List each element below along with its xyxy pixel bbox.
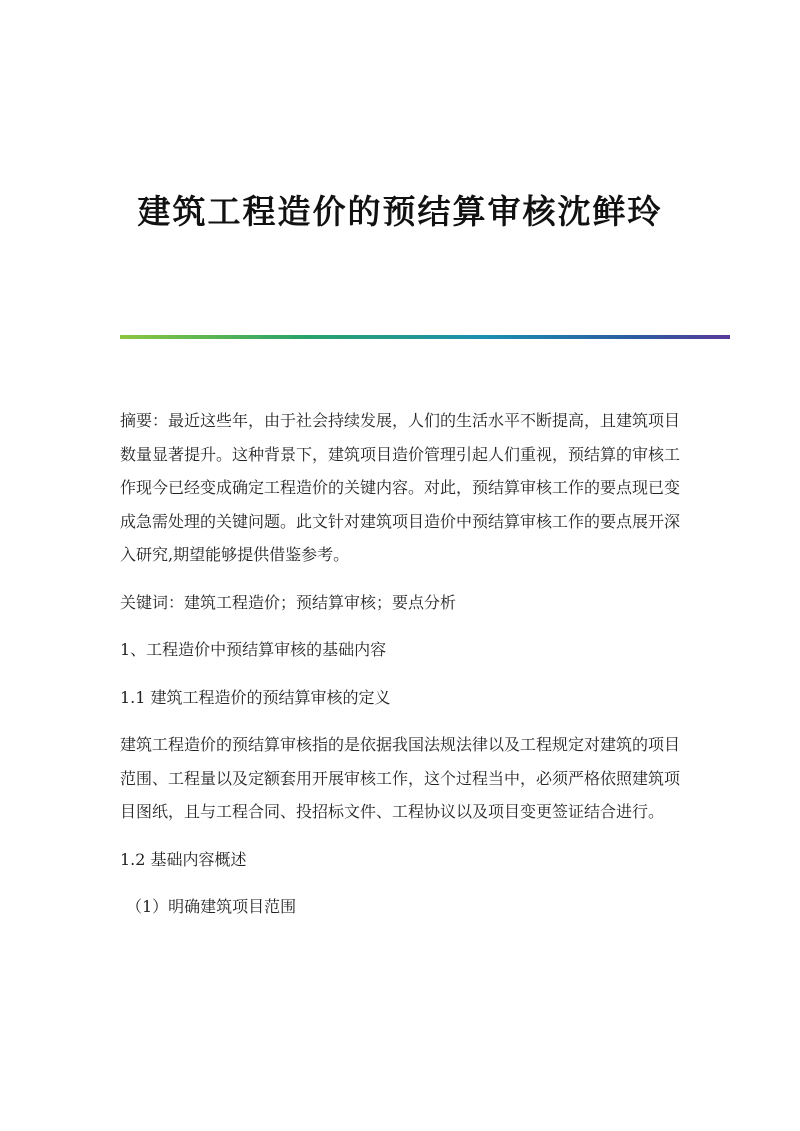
abstract-paragraph: 摘要：最近这些年，由于社会持续发展，人们的生活水平不断提高，且建筑项目数量显著提升。这种背景下，建筑项目造价管理引起人们重视，预结算的审核工作现今已经变成确定工程造价的关键内容。对此，预结算审核工作的要点现已变成急需处理的关键问题。此文针对建筑项目造价中预结算审核工作的要点展开深入研究,期望能够提供借鉴参考。 <box>120 411 681 564</box>
document-title: 建筑工程造价的预结算审核沈鲜玲 <box>137 192 663 231</box>
list-item: （1）明确建筑项目范围 <box>126 897 297 916</box>
section-heading: 1、工程造价中预结算审核的基础内容 <box>120 640 387 659</box>
subsection-heading: 1.2 基础内容概述 <box>120 849 247 869</box>
document-body <box>120 404 680 938</box>
subsection-heading: 1.1 建筑工程造价的预结算审核的定义 <box>120 687 391 707</box>
gradient-divider <box>120 335 730 339</box>
keywords-paragraph: 关键词：建筑工程造价；预结算审核；要点分析 <box>120 592 457 612</box>
body-paragraph: 建筑工程造价的预结算审核指的是依据我国法规法律以及工程规定对建筑的项目范围、工程量以及定额套用开展审核工作，这个过程当中，必须严格依照建筑项目图纸，且与工程合同、投招标文件、工程协议以及项目变更签证结合进行。 <box>120 735 681 821</box>
